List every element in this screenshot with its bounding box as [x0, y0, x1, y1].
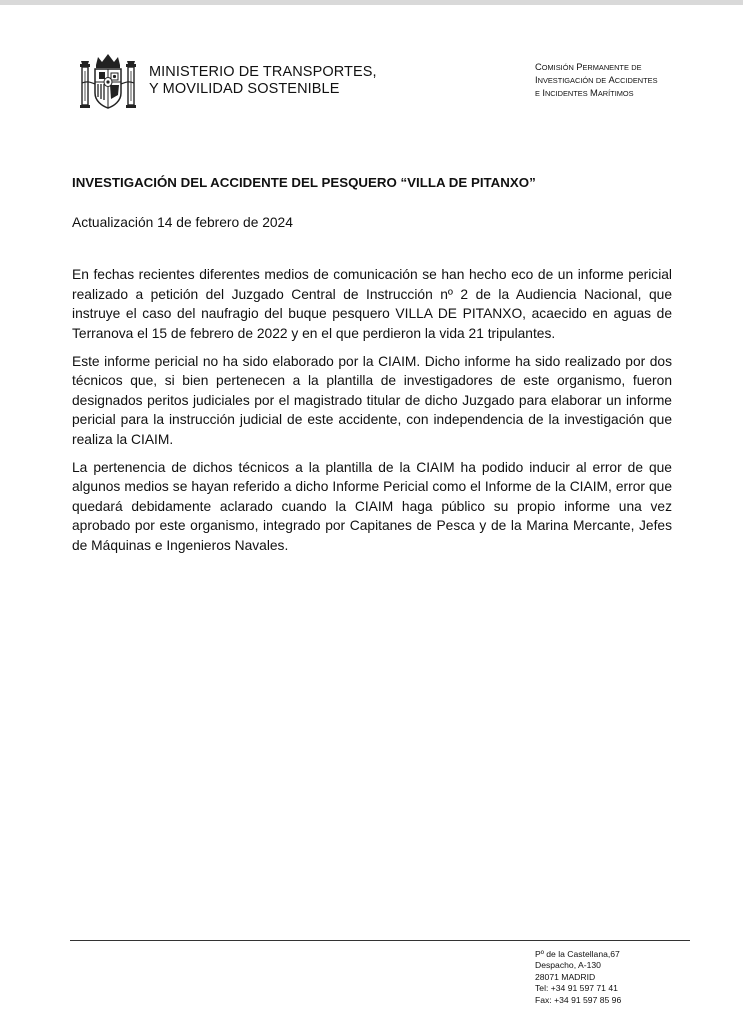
footer-address	[535, 949, 621, 1006]
fax-number: Fax: +34 91 597 85 96	[535, 994, 622, 1005]
document-body	[72, 265, 672, 564]
ministry-name	[149, 64, 377, 98]
document-title: INVESTIGACIÓN DEL ACCIDENTE DEL PESQUERO “VILLA DE PITANXO”	[72, 175, 536, 190]
address-city: 28071 MADRID	[535, 971, 596, 982]
address-office: Despacho, A-130	[535, 960, 601, 971]
top-edge-strip	[0, 0, 743, 5]
footer-divider	[70, 940, 690, 941]
commission-name	[535, 61, 658, 100]
paragraph-1: En fechas recientes diferentes medios de comunicación se han hecho eco de un informe pericial realizado a petición del Juzgado Central de Instrucción nº 2 de la Audiencia Nacional, que instruye el caso del naufragio del buque pesquero VILLA DE PITANXO, acaecido en aguas de Terranova el 15 de febrero de 2022 y en el que perdieron la vida 21 tripulantes.	[72, 267, 672, 341]
address-street: Pº de la Castellana,67	[535, 949, 620, 959]
update-date: Actualización 14 de febrero de 2024	[72, 215, 293, 230]
spanish-coat-of-arms-icon	[80, 53, 136, 111]
phone-number: Tel: +34 91 597 71 41	[535, 983, 618, 994]
ministry-line-1: MINISTERIO DE TRANSPORTES,	[149, 64, 377, 80]
commission-line-3: E INCIDENTES MARÍTIMOS	[535, 87, 634, 98]
coat-of-arms-graphic	[80, 53, 136, 111]
commission-line-1: COMISIÓN PERMANENTE DE	[535, 61, 642, 72]
commission-line-2: INVESTIGACIÓN DE ACCIDENTES	[535, 74, 658, 85]
paragraph-2: Este informe pericial no ha sido elaborado por la CIAIM. Dicho informe ha sido realizado por dos técnicos que, si bien pertenecen a la plantilla de investigadores de este organismo, fueron designados peritos judiciales por el magistrado titular de dicho Juzgado para elaborar un informe pericial para la instrucción judicial de este accidente, con independencia de la investigación que realiza la CIAIM.	[72, 353, 672, 447]
ministry-line-2: Y MOVILIDAD SOSTENIBLE	[149, 81, 340, 97]
paragraph-3: La pertenencia de dichos técnicos a la plantilla de la CIAIM ha podido inducir al error de que algunos medios se hayan referido a dicho Informe Pericial como el Informe de la CIAIM, error que quedará debidamente aclarado cuando la CIAIM haga público su propio informe una vez aprobado por este organismo, integrado por Capitanes de Pesca y de la Marina Mercante, Jefes de Máquinas e Ingenieros Navales.	[72, 459, 672, 553]
